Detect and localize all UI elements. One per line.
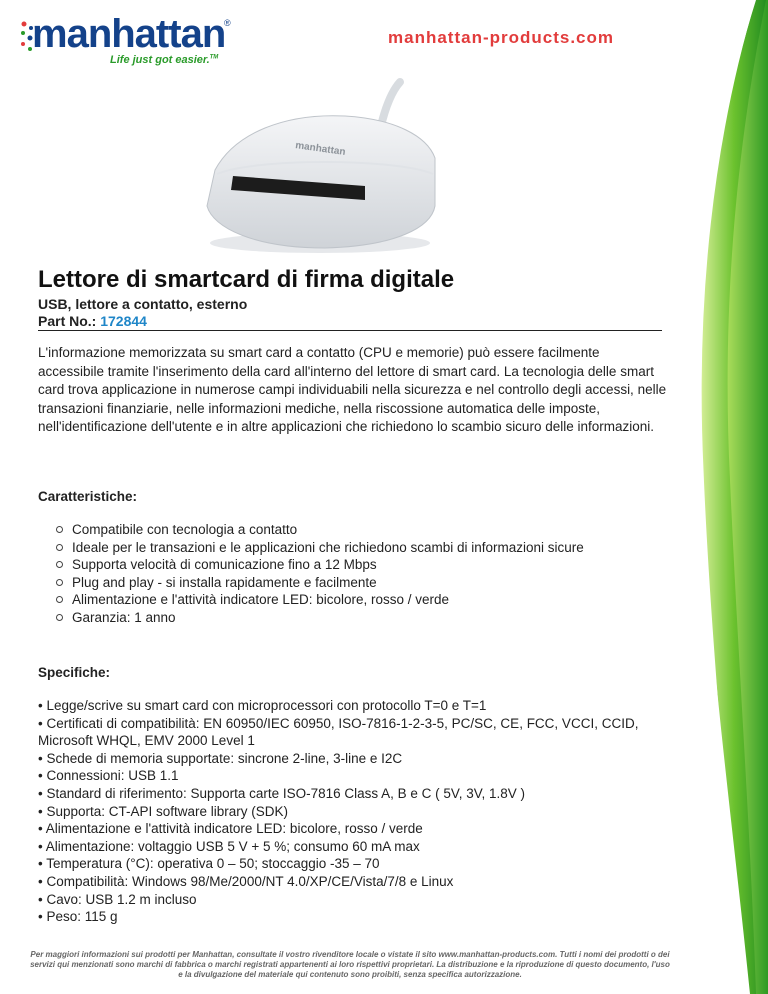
list-item: • Peso: 115 g [38,909,118,925]
part-number-value[interactable]: 172844 [100,313,147,329]
list-item: • Alimentazione: voltaggio USB 5 V + 5 %; consumo 60 mA max [38,838,420,854]
list-item: • Legge/scrive su smart card con microprocessori con protocollo T=0 e T=1 [38,698,487,713]
bullet-icon [56,579,63,586]
list-item: Compatibile con tecnologia a contatto [56,521,584,539]
bullet-icon [56,544,63,551]
smartcard-reader-image [195,78,445,258]
list-item: • Schede di memoria supportate: sincrone 2-line, 3-line e I2C [38,750,403,766]
manhattan-logo [18,12,238,72]
list-item: Plug and play - si installa rapidamente e facilmente [56,574,584,592]
intro-paragraph: L'informazione memorizzata su smart card a contatto (CPU e memorie) può essere facilmente accessibile tramite l'inserimento della card all'interno del lettore di smart card. La tecnologia delle smart card trova applicazione in numerose campi individuabili nella sicurezza e nel controllo degli accessi, nelle transazioni finanziarie, nelle informazioni mediche, nella riscossione automatica delle imposte, nell'identificazione dell'utente e in altre applicazioni che richiedono lo scambio sicuro delle informazioni. [38,345,667,434]
list-item: • Alimentazione e l'attività indicatore LED: bicolore, rosso / verde [38,821,423,837]
list-item: • Compatibilità: Windows 98/Me/2000/NT 4.0/XP/CE/Vista/7/8 e Linux [38,873,454,889]
part-number-label: Part No.: [38,313,97,329]
features-heading: Caratteristiche: [38,489,138,504]
footer-disclaimer: Per maggiori informazioni sui prodotti per Manhattan, consultate il vostro rivenditore locale o vistate il sito www.manhattan-products.com. Tutti i nomi dei prodotti o dei servizi qui menzionati sono marchi di fabbrica o marchi registrati appartenenti ai loro rispettivi proprietari. La distribuzione e la riproduzione di questo documento, l'uso e la divulgazione del materiale qui contenuto sono proibiti, senza specifica autorizzazione. [30,950,670,979]
site-url[interactable]: manhattan-products.com [388,28,615,47]
list-item: • Standard di riferimento: Supporta carte ISO-7816 Class A, B e C ( 5V, 3V, 1.8V ) [38,785,525,801]
list-item: • Supporta: CT-API software library (SDK) [38,803,289,819]
logo-registered-mark: ® [224,18,231,28]
bullet-icon [56,596,63,603]
part-number-line [38,313,147,329]
list-item: Garanzia: 1 anno [56,609,584,627]
product-title: Lettore di smartcard di firma digitale [38,266,455,293]
list-item: Alimentazione e l'attività indicatore LED: bicolore, rosso / verde [56,591,584,609]
product-logo-text: manhattan [294,140,347,159]
logo-wordmark: manhattan [32,12,226,56]
bullet-icon [56,614,63,621]
list-item: • Cavo: USB 1.2 m incluso [38,891,197,907]
bullet-icon [56,526,63,533]
list-item: Ideale per le transazioni e le applicazioni che richiedono scambi di informazioni sicure [56,539,584,557]
product-subtitle: USB, lettore a contatto, esterno [38,296,248,312]
features-list [56,521,584,626]
logo-tagline: Life just got easier.™ [110,54,219,66]
list-item: • Certificati di compatibilità: EN 60950/IEC 60950, ISO-7816-1-2-3-5, PC/SC, CE, FCC, VCCI, CCID, Microsoft WHQL, EMV 2000 Level 1 [38,715,639,749]
list-item: • Connessioni: USB 1.1 [38,768,179,784]
bullet-icon [56,561,63,568]
list-item: • Temperatura (°C): operativa 0 – 50; stoccaggio -35 – 70 [38,856,380,872]
list-item: Supporta velocità di comunicazione fino a 12 Mbps [56,556,584,574]
specs-heading: Specifiche: [38,665,111,680]
title-divider [38,330,662,331]
specs-list [38,697,678,926]
